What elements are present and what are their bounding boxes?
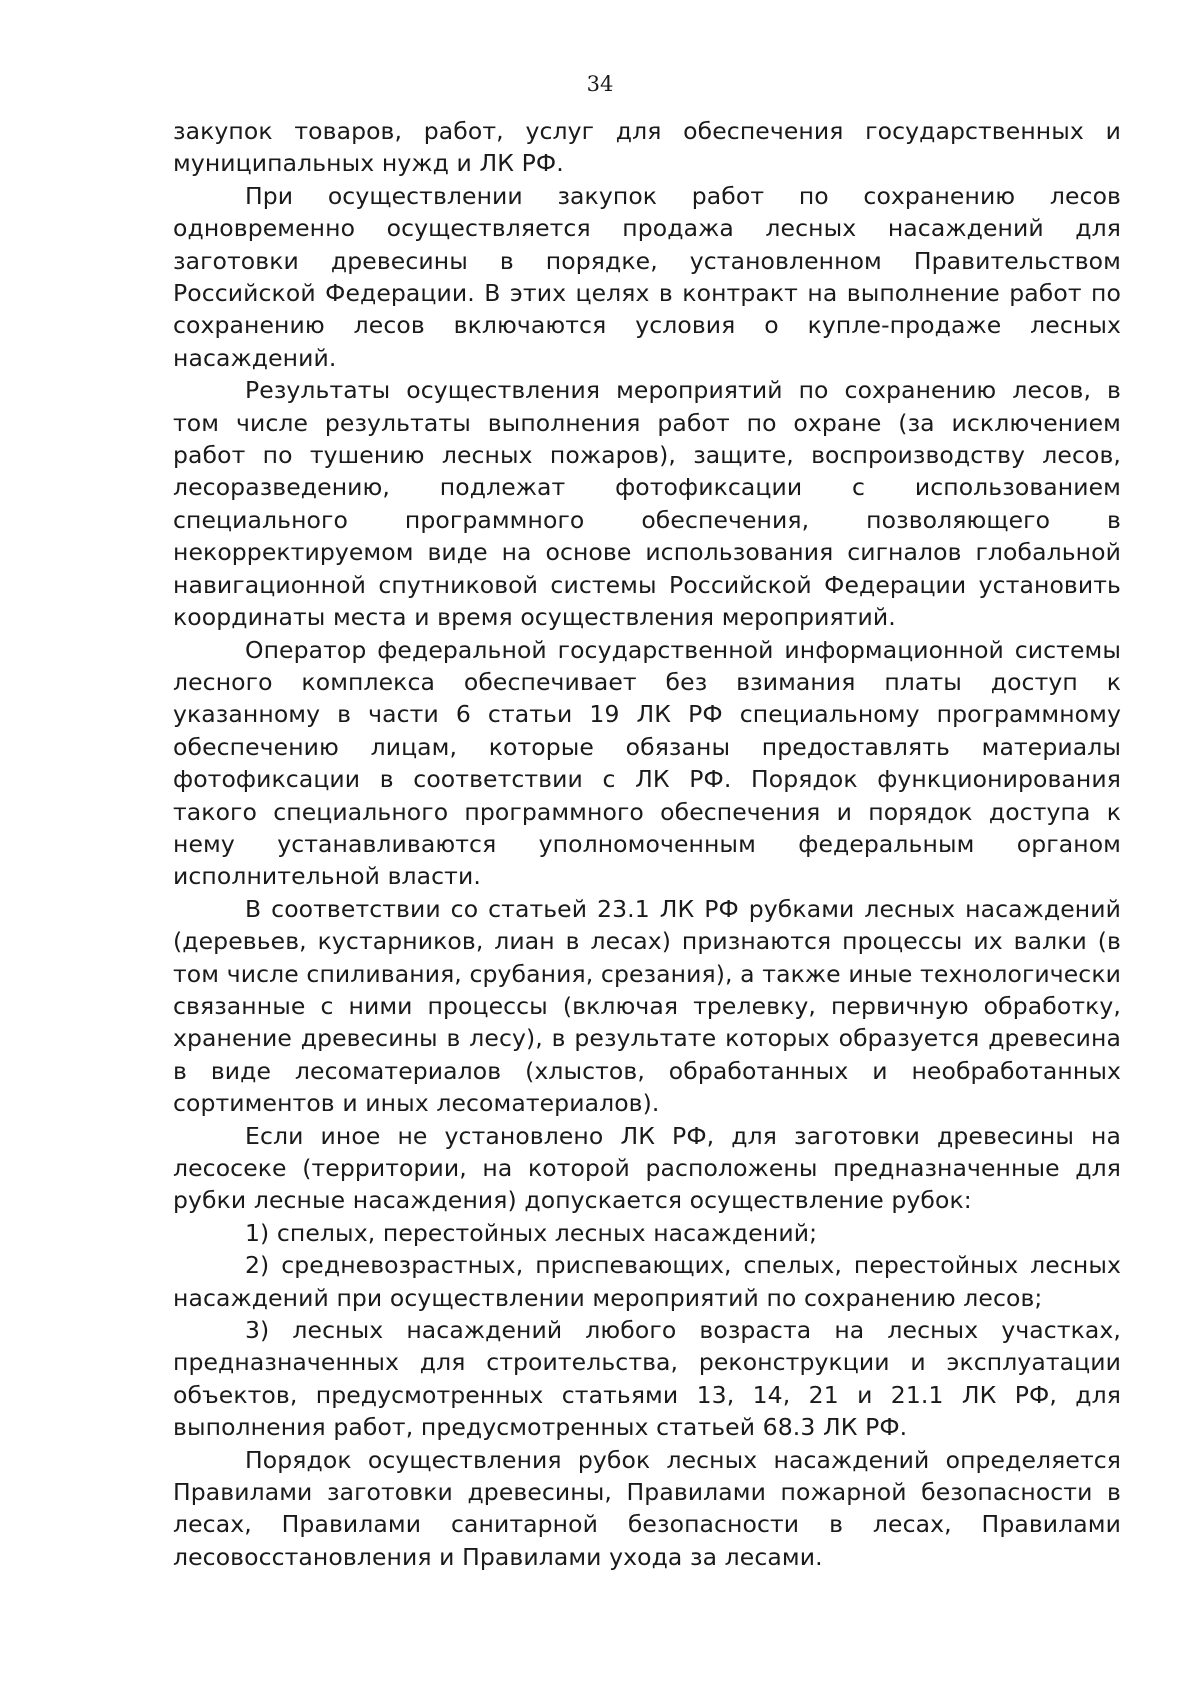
paragraph-operator-access: Оператор федеральной государственной информационной системы лесного комплекса обеспечивает без взимания платы доступ к указанному в части 6 статьи 19 ЛК РФ специальному программному обеспечению лицам, которые обязаны предоставлять материалы фотофиксации в соответствии с ЛК РФ. Порядок функционирования такого специального программного обеспечения и порядок доступа к нему устанавливаются уполномоченным федеральным органом исполнительной власти.: [173, 635, 1121, 891]
document-body: [173, 115, 1121, 1573]
list-item-1: 1) спелых, перестойных лесных насаждений;: [245, 1218, 818, 1247]
paragraph-felling-definition: В соответствии со статьей 23.1 ЛК РФ рубками лесных насаждений (деревьев, кустарников, лиан в лесах) признаются процессы их валки (в том числе спиливания, срубания, срезания), а также иные технологически связанные с ними процессы (включая трелевку, первичную обработку, хранение древесины в лесу), в результате которых образуется древесина в виде лесоматериалов (хлыстов, обработанных и необработанных сортиментов и иных лесоматериалов).: [173, 894, 1121, 1118]
paragraph-felling-rules: Порядок осуществления рубок лесных насаждений определяется Правилами заготовки древесины, Правилами пожарной безопасности в лесах, Правилами санитарной безопасности в лесах, Правилами лесовосстановления и Правилами ухода за лесами.: [173, 1445, 1121, 1571]
paragraph-procurement-sale: При осуществлении закупок работ по сохранению лесов одновременно осуществляется продажа лесных насаждений для заготовки древесины в порядке, установленном Правительством Российской Федерации. В этих целях в контракт на выполнение работ по сохранению лесов включаются условия о купле-продаже лесных насаждений.: [173, 181, 1121, 372]
list-item-2: 2) средневозрастных, приспевающих, спелых, перестойных лесных насаждений при осуществлении мероприятий по сохранению лесов;: [173, 1251, 1121, 1312]
page-number: 34: [586, 72, 614, 96]
paragraph-felling-allowed: Если иное не установлено ЛК РФ, для заготовки древесины на лесосеке (территории, на которой расположены предназначенные для рубки лесные насаждения) допускается осуществление рубок:: [173, 1121, 1121, 1215]
paragraph-photo-fixation: Результаты осуществления мероприятий по сохранению лесов, в том числе результаты выполнения работ по охране (за исключением работ по тушению лесных пожаров), защите, воспроизводству лесов, лесоразведению, подлежат фотофиксации с использованием специального программного обеспечения, позволяющего в некорректируемом виде на основе использования сигналов глобальной навигационной спутниковой системы Российской Федерации установить координаты места и время осуществления мероприятий.: [173, 376, 1121, 632]
list-item-3: 3) лесных насаждений любого возраста на лесных участках, предназначенных для строительства, реконструкции и эксплуатации объектов, предусмотренных статьями 13, 14, 21 и 21.1 ЛК РФ, для выполнения работ, предусмотренных статьей 68.3 ЛК РФ.: [173, 1316, 1121, 1442]
paragraph-continuation: закупок товаров, работ, услуг для обеспечения государственных и муниципальных нужд и ЛК РФ.: [173, 117, 1121, 178]
